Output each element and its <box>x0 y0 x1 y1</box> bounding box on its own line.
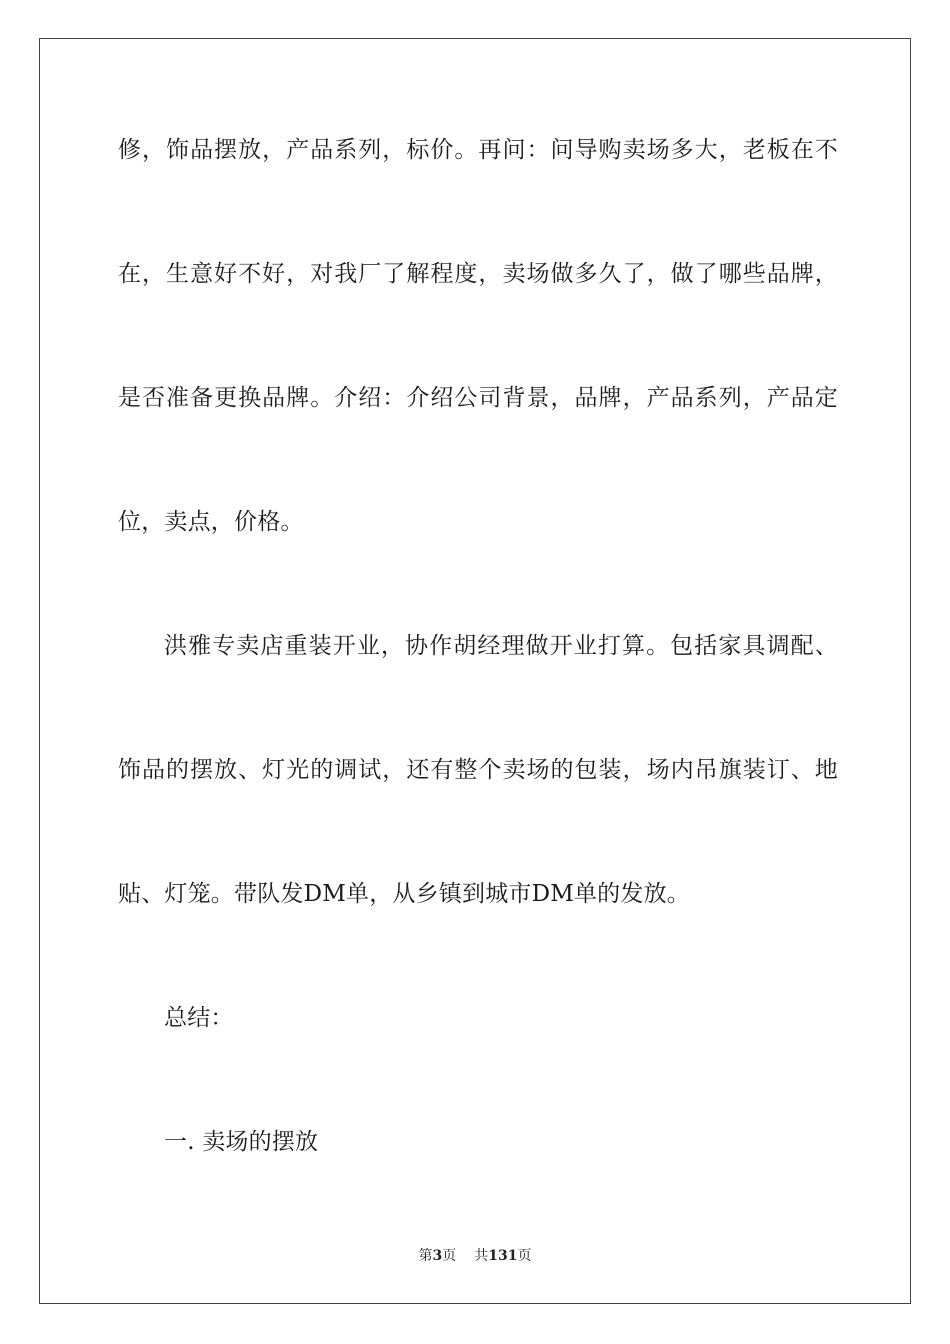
footer-page-prefix: 第 <box>418 1248 433 1264</box>
footer-total-suffix: 页 <box>517 1248 532 1264</box>
summary-heading: 总结： <box>164 1005 234 1031</box>
paragraph-2-line-1: 洪雅专卖店重装开业，协作胡经理做开业打算。包括家具调配、 <box>164 633 838 659</box>
paragraph-2-line-3: 贴、灯笼。带队发DM单，从乡镇到城市DM单的发放。 <box>118 881 690 907</box>
footer-page-suffix: 页 <box>442 1248 457 1264</box>
body-line-3: 是否准备更换品牌。介绍：介绍公司背景，品牌，产品系列，产品定 <box>118 385 838 411</box>
body-line-2: 在，生意好不好，对我厂了解程度，卖场做多久了，做了哪些品牌， <box>118 261 838 287</box>
footer-total-pages: 131 <box>488 1248 518 1264</box>
page-footer <box>0 1247 950 1265</box>
body-line-4: 位，卖点，价格。 <box>118 509 304 535</box>
paragraph-2-line-2: 饰品的摆放、灯光的调试，还有整个卖场的包装，场内吊旗装订、地 <box>118 757 838 783</box>
page-frame <box>39 38 911 1304</box>
footer-total-prefix: 共 <box>474 1248 489 1264</box>
footer-page-number: 3 <box>432 1248 443 1264</box>
section-heading-1: 一. 卖场的摆放 <box>164 1129 319 1155</box>
body-line-1: 修，饰品摆放，产品系列，标价。再问：问导购卖场多大，老板在不 <box>118 137 838 163</box>
